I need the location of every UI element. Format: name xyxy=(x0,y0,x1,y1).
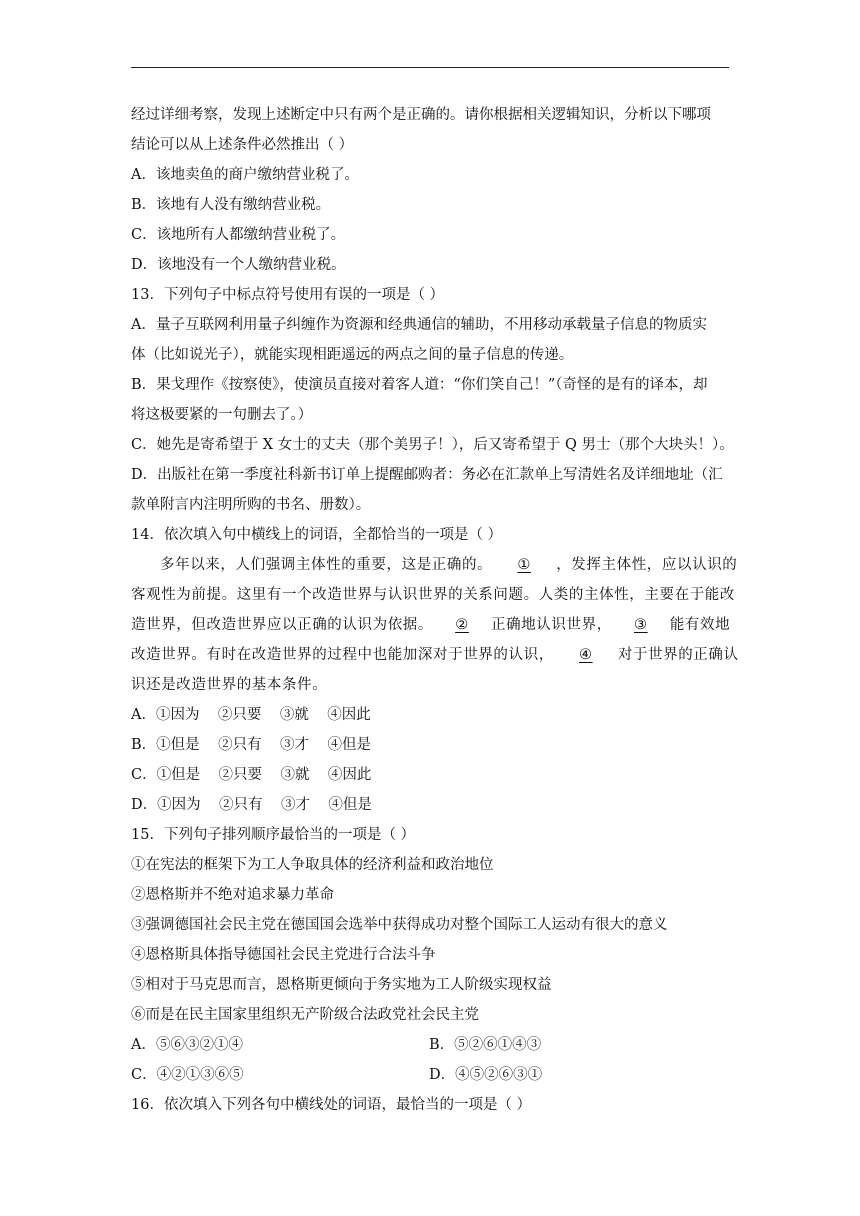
q15-options-row-1 xyxy=(131,1030,729,1060)
q15-option-c: C．④②①③⑥⑤ xyxy=(131,1067,244,1083)
q14-text: 多年以来，人们强调主体性的重要，这是正确的。 xyxy=(160,557,493,573)
q15-stem: 15．下列句子排列顺序最恰当的一项是（ ） xyxy=(131,827,416,843)
q12-option-c: C．该地所有人都缴纳营业税了。 xyxy=(131,227,346,243)
q15-item-3: ③强调德国社会民主党在德国国会选举中获得成功对整个国际工人运动有很大的意义 xyxy=(131,917,668,933)
q14-stem: 14．依次填入句中横线上的词语，全都恰当的一项是（ ） xyxy=(131,527,503,543)
q15-item-6: ⑥而是在民主国家里组织无产阶级合法政党社会民主党 xyxy=(131,1007,479,1023)
q15-item-1: ①在宪法的框架下为工人争取具体的经济利益和政治地位 xyxy=(131,857,494,873)
header-rule xyxy=(131,67,729,68)
q16-stem: 16．依次填入下列各句中横线处的词语，最恰当的一项是（ ） xyxy=(131,1097,532,1113)
intro-line-1: 经过详细考察，发现上述断定中只有两个是正确的。请你根据相关逻辑知识，分析以下哪项 xyxy=(131,107,711,123)
q14-blank-1: ① xyxy=(517,557,531,573)
q15-option-d: D．④⑤②⑥③① xyxy=(429,1067,543,1083)
q13-option-c: C．她先是寄希望于 X 女士的丈夫（那个美男子！），后又寄希望于 Q 男士（那个大块头！）。 xyxy=(131,437,734,453)
q14-option-b: B．①但是 ②只有 ③才 ④但是 xyxy=(131,737,371,753)
document-body xyxy=(131,100,739,1120)
q13-stem: 13．下列句子中标点符号使用有误的一项是（ ） xyxy=(131,287,445,303)
q14-passage-line3 xyxy=(131,610,729,640)
q14-option-d: D．①因为 ②只有 ③才 ④但是 xyxy=(131,797,372,813)
intro-line-2: 结论可以从上述条件必然推出（ ） xyxy=(131,137,354,153)
q14-text: ，发挥主体性，应以认识的 xyxy=(556,557,738,573)
q14-passage-line1 xyxy=(131,550,738,580)
q14-text: 改造世界。有时在改造世界的过程中也能加深对于世界的认识， xyxy=(131,647,554,663)
q12-option-d: D．该地没有一个人缴纳营业税。 xyxy=(131,257,346,273)
q14-blank-4: ④ xyxy=(579,647,593,663)
q15-option-a: A．⑤⑥③②①④ xyxy=(131,1037,243,1053)
q14-passage-line5: 识还是改造世界的基本条件。 xyxy=(131,677,328,693)
q14-text: 造世界，但改造世界应以正确的认识为依据。 xyxy=(131,617,433,633)
q14-option-a: A．①因为 ②只要 ③就 ④因此 xyxy=(131,707,371,723)
q14-text: 正确地认识世界， xyxy=(491,617,612,633)
q12-option-b: B．该地有人没有缴纳营业税。 xyxy=(131,197,331,213)
q13-option-a-line2: 体（比如说光子），就能实现相距遥远的两点之间的量子信息的传递。 xyxy=(131,347,574,363)
q13-option-a-line1: A．量子互联网利用量子纠缠作为资源和经典通信的辅助，不用移动承载量子信息的物质实 xyxy=(131,317,707,333)
q15-item-4: ④恩格斯具体指导德国社会民主党进行合法斗争 xyxy=(131,947,436,963)
q13-option-b-line2: 将这极要紧的一句删去了。） xyxy=(131,407,313,423)
q14-passage-line2: 客观性为前提。这里有一个改造世界与认识世界的关系问题。人类的主体性，主要在于能改 xyxy=(131,587,735,603)
q12-option-a: A．该地卖鱼的商户缴纳营业税了。 xyxy=(131,167,359,183)
q14-option-c: C．①但是 ②只要 ③就 ④因此 xyxy=(131,767,372,783)
q13-option-d-line1: D．出版社在第一季度社科新书订单上提醒邮购者：务必在汇款单上写清姓名及详细地址（汇 xyxy=(131,467,723,483)
q14-passage-line4 xyxy=(131,640,739,670)
q14-blank-2: ② xyxy=(455,617,469,633)
q15-item-5: ⑤相对于马克思而言，恩格斯更倾向于务实地为工人阶级实现权益 xyxy=(131,977,552,993)
q13-option-d-line2: 款单附言内注明所购的书名、册数）。 xyxy=(131,497,371,513)
q15-option-b: B．⑤②⑥①④③ xyxy=(429,1037,542,1053)
q14-text: 对于世界的正确认 xyxy=(617,647,739,663)
q15-options-row-2 xyxy=(131,1060,729,1090)
q14-blank-3: ③ xyxy=(634,617,648,633)
q14-text: 能有效地 xyxy=(669,617,731,633)
q13-option-b-line1: B．果戈理作《按察使》，使演员直接对着客人道：“你们笑自己！”（奇怪的是有的译本，却 xyxy=(131,377,708,393)
q15-item-2: ②恩格斯并不绝对追求暴力革命 xyxy=(131,887,334,903)
